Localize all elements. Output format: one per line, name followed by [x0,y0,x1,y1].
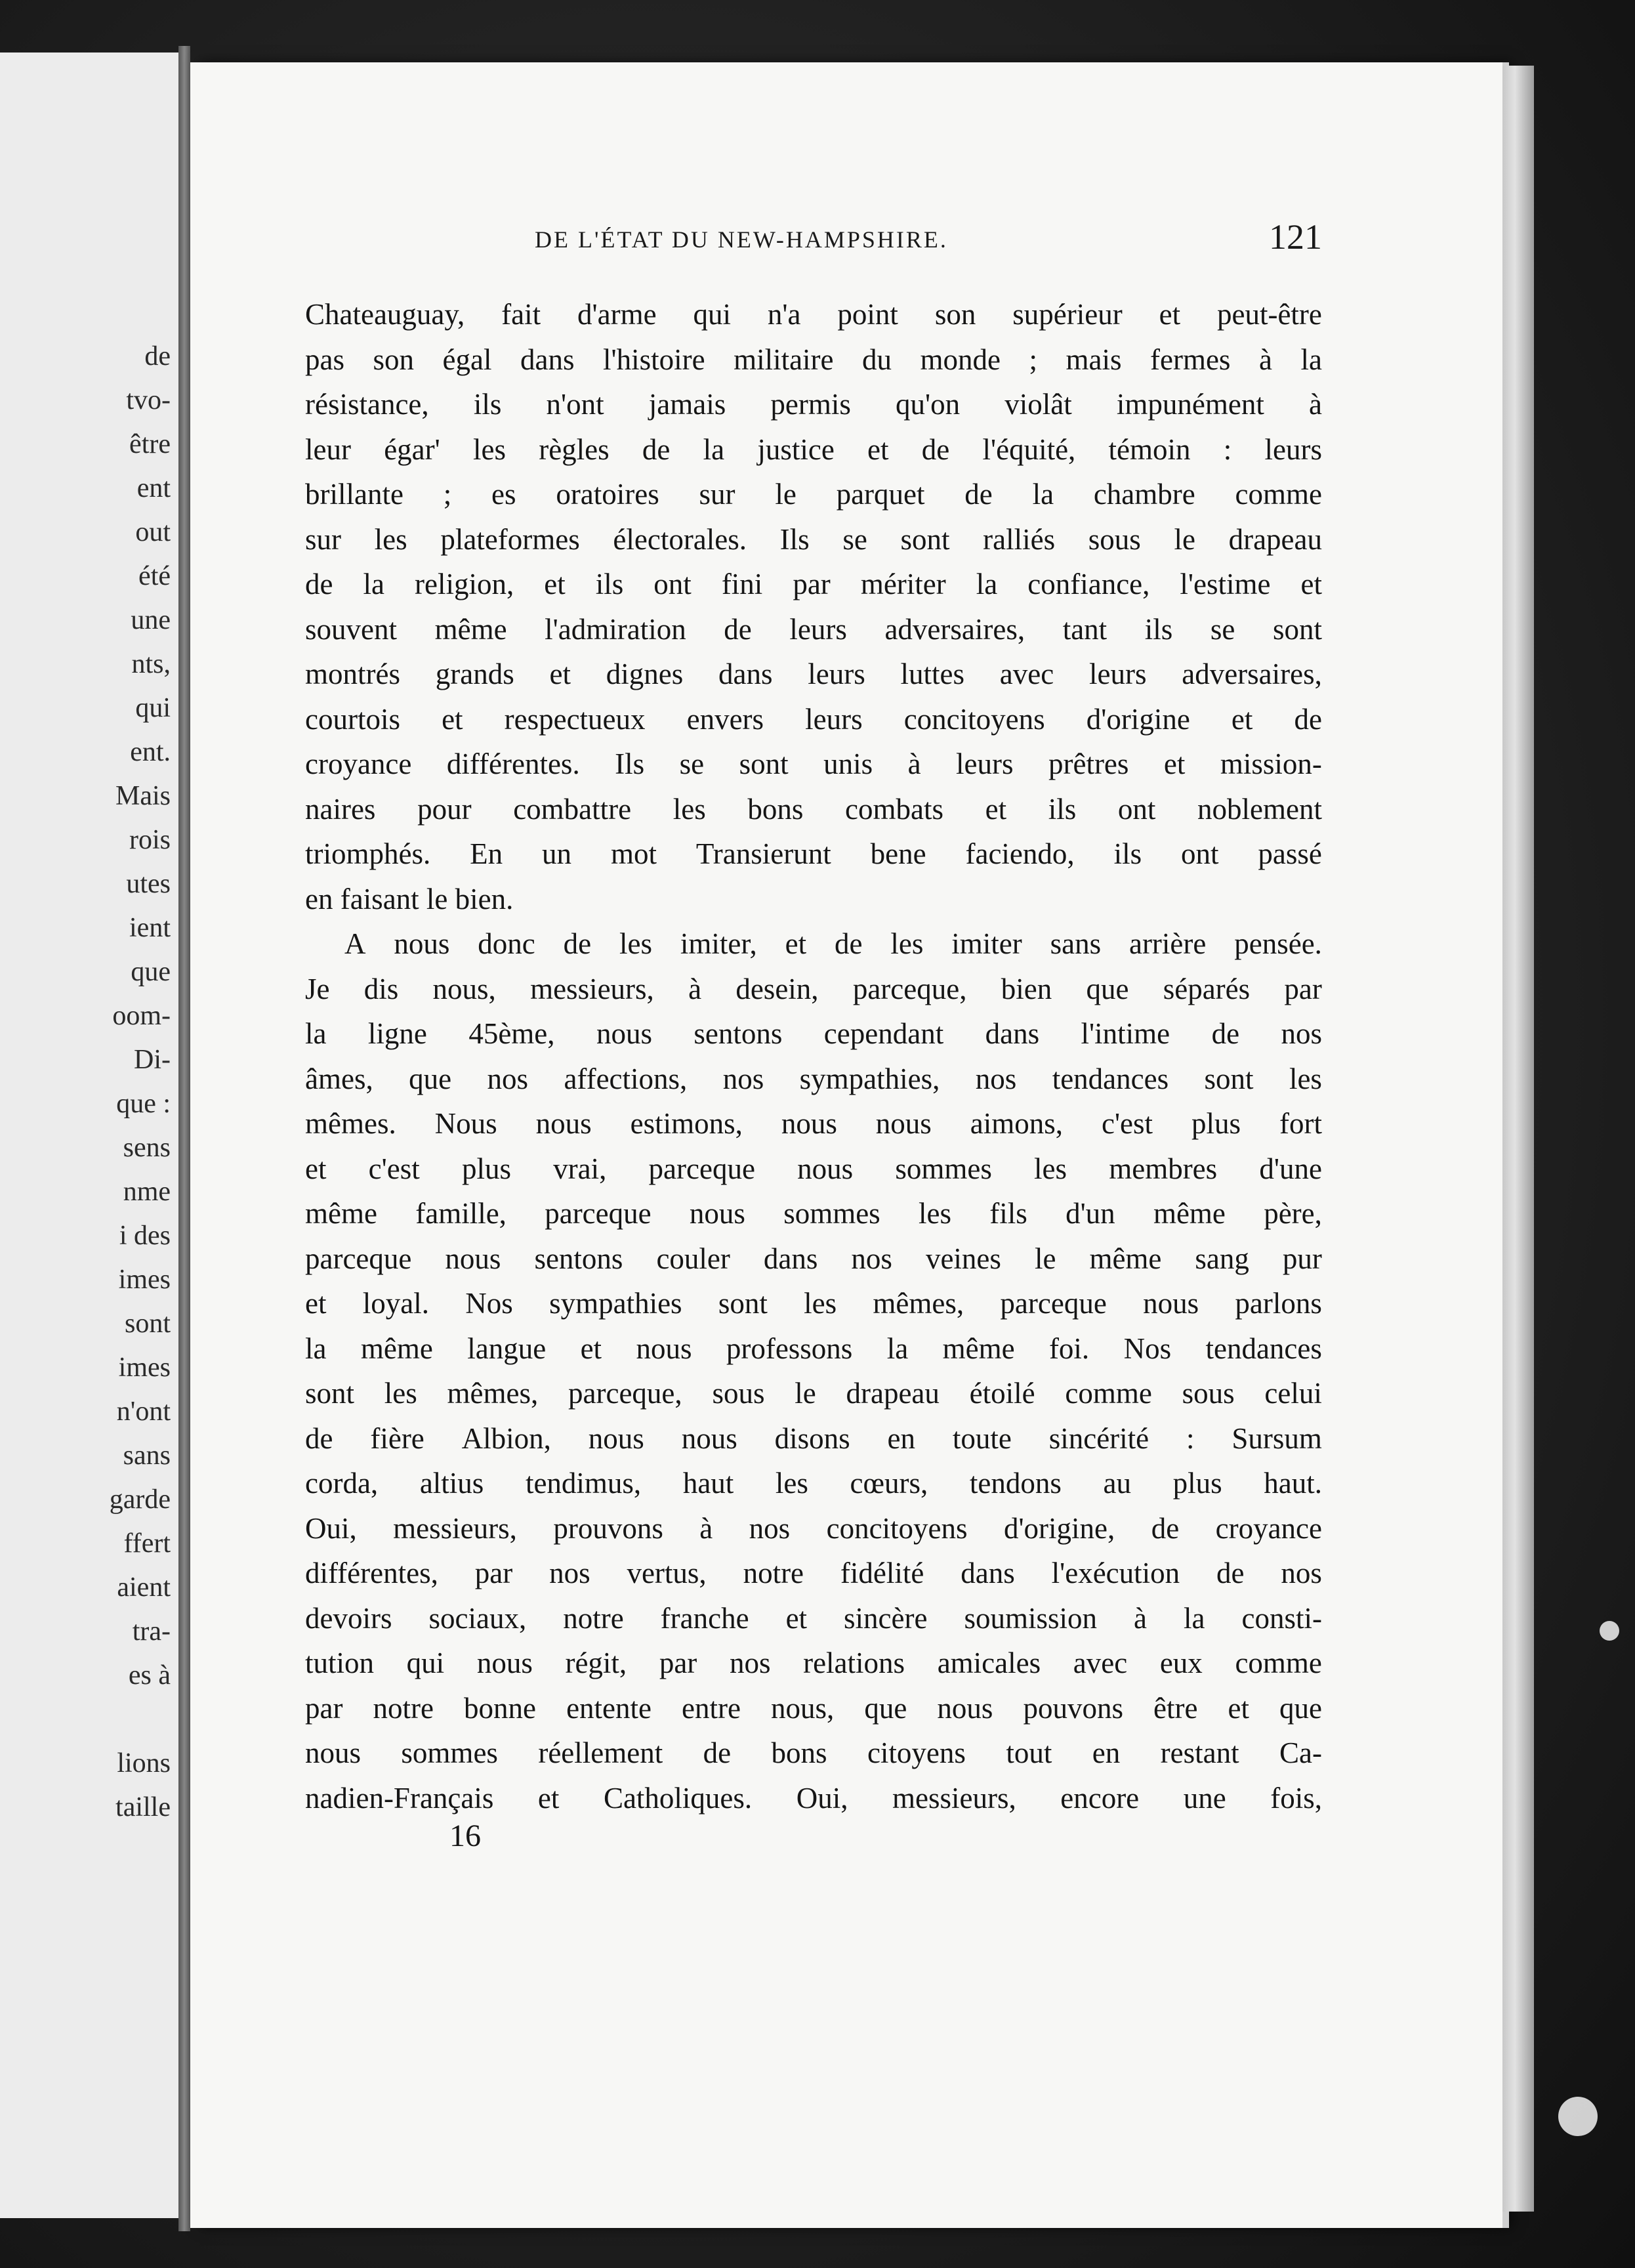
left-fragment: imes [118,1265,171,1295]
left-fragment: tvo- [126,385,171,415]
left-fragment: nts, [131,649,171,679]
text-line: et loyal. Nos sympathies sont les mêmes, parceque nous parlons [305,1287,1322,1320]
left-fragment: que [131,957,171,987]
left-fragment: ffert [123,1528,171,1559]
text-line: leur égar' les règles de la justice et de l'équité, témoin : leurs [305,432,1322,466]
signature-mark: 16 [449,1818,481,1853]
text-line: âmes, que nos affections, nos sympathies, nos tendances sont les [305,1062,1322,1095]
left-page-fragments [110,335,171,1830]
left-fragment: n'ont [116,1396,171,1427]
left-fragment: été [138,561,171,591]
left-fragment: ient [129,913,171,943]
text-line: tution qui nous régit, par nos relations amicales avec eux comme [305,1647,1322,1679]
text-line: par notre bonne entente entre nous, que nous pouvons être et que [305,1691,1322,1725]
text-line: brillante ; es oratoires sur le parquet de la chambre comme [305,478,1322,511]
left-fragment: Mais [115,781,171,811]
text-line: différentes, par nos vertus, notre fidélité dans l'exécution de nos [305,1557,1322,1589]
text-line: sont les mêmes, parceque, sous le drapeau étoilé comme sous celui [305,1377,1322,1410]
left-fragment: utes [126,869,171,899]
left-fragment: oom- [112,1001,171,1031]
left-fragment: sont [124,1309,171,1339]
text-line: Oui, messieurs, prouvons à nos concitoyens d'origine, de croyance [305,1511,1322,1545]
text-line: même famille, parceque nous sommes les fils d'un même père, [305,1197,1322,1230]
scan-spot [1558,2097,1598,2136]
book-gutter [178,46,190,2231]
left-adjacent-page [0,52,182,2218]
text-line: en faisant le bien. [305,882,514,915]
text-line: Je dis nous, messieurs, à desein, parceque, bien que séparés par [305,972,1322,1005]
page-number: 121 [1269,217,1322,257]
text-line: pas son égal dans l'histoire militaire du monde ; mais fermes à la [305,343,1322,376]
left-fragment: lions [117,1748,171,1778]
left-fragment: de [144,341,171,371]
text-line: naires pour combattre les bons combats et ils ont noblement [305,792,1322,826]
text-line: A nous donc de les imiter, et de les imiter sans arrière pensée. [344,927,1322,960]
text-line: courtois et respectueux envers leurs concitoyens d'origine et de [305,702,1322,736]
text-line: croyance différentes. Ils se sont unis à leurs prêtres et mission- [305,747,1322,780]
left-fragment: nme [123,1177,171,1207]
text-line: et c'est plus vrai, parceque nous sommes les membres d'une [305,1152,1322,1185]
left-fragment: aient [117,1572,171,1603]
text-line: montrés grands et dignes dans leurs luttes avec leurs adversaires, [305,658,1322,690]
text-line: corda, altius tendimus, haut les cœurs, tendons au plus haut. [305,1467,1322,1500]
scan-spot [1600,1621,1619,1641]
left-fragment: rois [129,825,171,855]
left-fragment: garde [109,1484,171,1515]
text-line: nadien-Français et Catholiques. Oui, messieurs, encore une fois, [305,1781,1322,1815]
text-line: mêmes. Nous nous estimons, nous nous aimons, c'est plus fort [305,1107,1322,1140]
left-fragment: une [131,605,171,635]
left-fragment: ent [136,473,171,503]
left-fragment: qui [135,693,171,723]
text-line: résistance, ils n'ont jamais permis qu'on violât impunément à [305,388,1322,421]
left-fragment: tra- [132,1616,171,1647]
left-fragment: sans [123,1440,171,1471]
text-line: parceque nous sentons couler dans nos veines le même sang pur [305,1242,1322,1275]
text-line: la ligne 45ème, nous sentons cependant dans l'intime de nos [305,1017,1322,1050]
left-fragment: imes [118,1353,171,1383]
text-line: devoirs sociaux, notre franche et sincère soumission à la consti- [305,1601,1322,1635]
body-text [305,292,1322,1820]
left-fragment: Di- [134,1045,171,1075]
left-fragment [110,1698,171,1742]
text-line: la même langue et nous professons la même foi. Nos tendances [305,1332,1322,1365]
text-line: de fière Albion, nous nous disons en toute sincérité : Sursum [305,1421,1322,1455]
left-fragment: out [135,517,171,547]
page-edge [1502,66,1534,2212]
left-fragment: i des [119,1221,171,1251]
left-fragment: ent. [130,737,171,767]
text-line: de la religion, et ils ont fini par mériter la confiance, l'estime et [305,568,1322,600]
left-fragment: être [129,429,171,459]
text-line: Chateauguay, fait d'arme qui n'a point son supérieur et peut-être [305,298,1322,331]
left-fragment: taille [115,1792,171,1822]
text-line: triomphés. En un mot Transierunt bene faciendo, ils ont passé [305,837,1322,870]
text-line: nous sommes réellement de bons citoyens tout en restant Ca- [305,1736,1322,1769]
running-title: DE L'ÉTAT DU NEW-HAMPSHIRE. [535,226,948,253]
left-fragment: sens [123,1133,171,1163]
left-fragment: es à [128,1660,171,1690]
text-line: sur les plateformes électorales. Ils se sont ralliés sous le drapeau [305,522,1322,556]
text-line: souvent même l'admiration de leurs adversaires, tant ils se sont [305,612,1322,646]
left-fragment: que : [116,1089,171,1119]
page-header [344,217,1322,262]
